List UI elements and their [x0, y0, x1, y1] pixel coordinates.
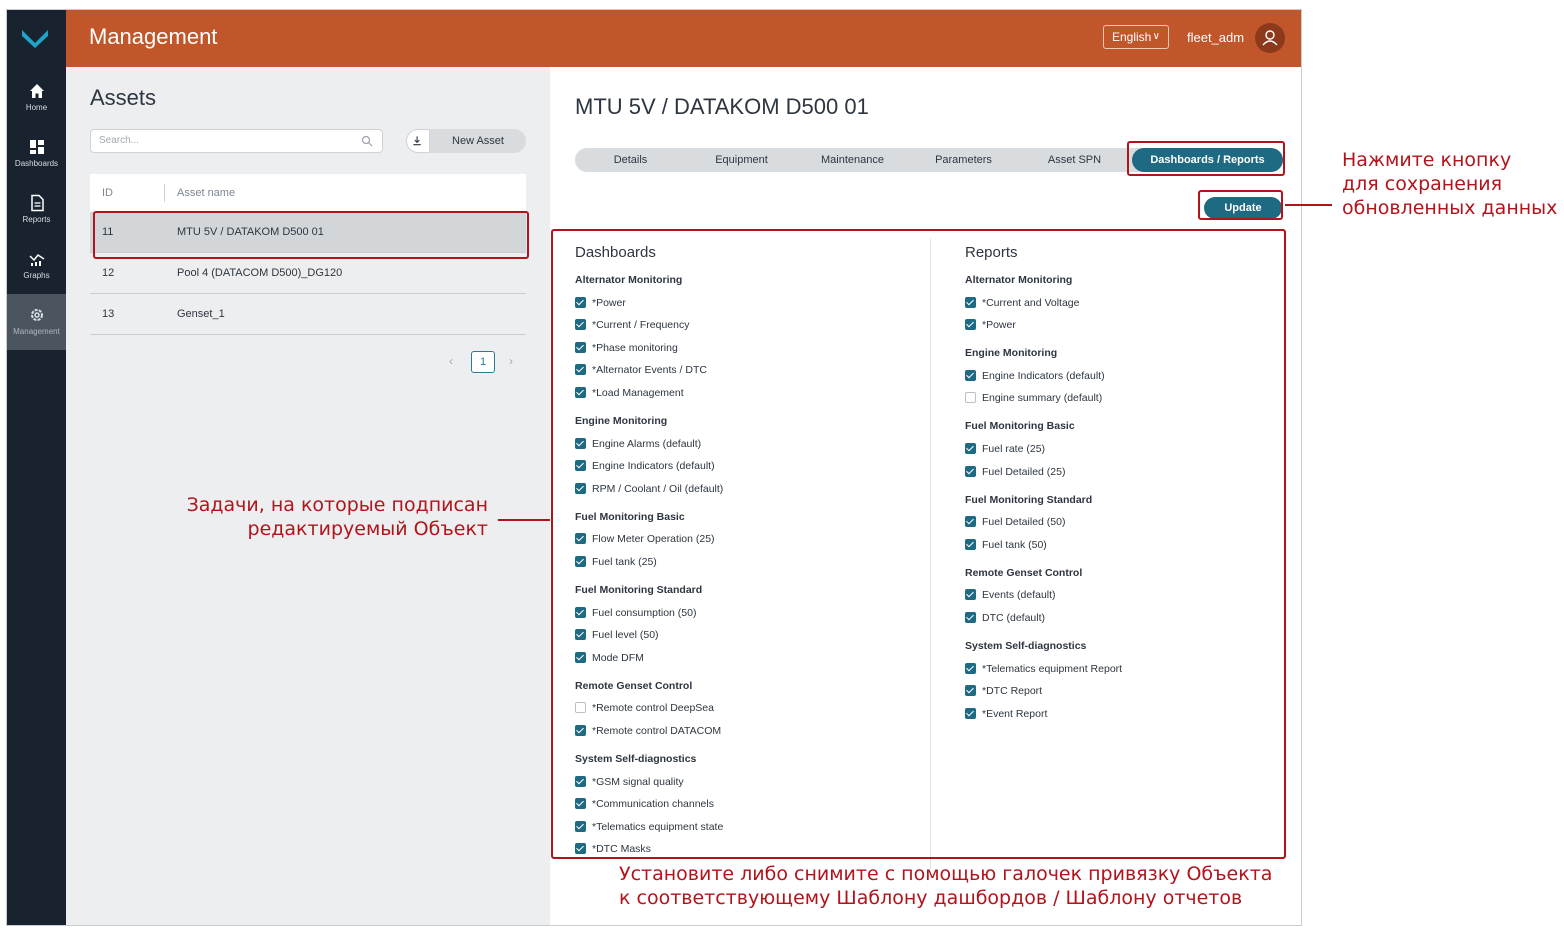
group-heading: Fuel Monitoring Basic	[575, 510, 685, 523]
group-heading: Fuel Monitoring Standard	[965, 493, 1093, 506]
dashboards-heading: Dashboards	[575, 244, 656, 261]
group-heading: System Self-diagnostics	[965, 640, 1087, 652]
checkbox-label: *Power	[592, 296, 626, 309]
checkbox-label: Fuel level (50)	[592, 629, 659, 642]
checkbox-label: Fuel tank (25)	[592, 555, 657, 568]
asset-id: 13	[102, 308, 115, 320]
language-value: English	[1112, 30, 1152, 44]
asset-name: MTU 5V / DATAKOM D500 01	[177, 226, 324, 238]
top-header	[66, 10, 1301, 67]
sidebar-item-label: Home	[25, 103, 48, 112]
user-icon	[1255, 23, 1285, 53]
checkbox-label: Events (default)	[982, 589, 1056, 602]
table-header	[90, 174, 526, 212]
checkbox-label: Fuel consumption (50)	[592, 606, 697, 619]
search-input[interactable]	[90, 129, 383, 153]
chevron-right-icon[interactable]: ›	[509, 354, 513, 368]
note-line: Нажмите кнопку	[1342, 149, 1512, 171]
table-row[interactable]	[90, 294, 526, 335]
note-line: к соответствующему Шаблону дашбордов / Шаблону отчетов	[619, 887, 1243, 909]
group-heading: Alternator Monitoring	[965, 274, 1073, 286]
checkbox-label: *Load Management	[592, 386, 684, 399]
group-heading: Remote Genset Control	[965, 566, 1083, 579]
sidebar-item-label: Graphs	[23, 271, 50, 280]
sidebar-item-home[interactable]	[7, 70, 66, 126]
sidebar	[7, 10, 66, 925]
note-line: обновленных данных	[1342, 197, 1558, 219]
checkbox-label: Engine Indicators (default)	[592, 460, 715, 473]
graphs-icon	[28, 250, 46, 268]
column-header-id: ID	[102, 187, 113, 199]
download-icon[interactable]	[406, 129, 430, 153]
update-note	[1342, 148, 1557, 220]
checkbox-label: *Event Report	[982, 707, 1048, 720]
dashboards-icon	[28, 138, 46, 156]
page-button[interactable]: 1	[471, 351, 495, 373]
chevron-left-icon[interactable]: ‹	[449, 354, 453, 368]
group-heading: System Self-diagnostics	[575, 753, 697, 765]
checkbox-label: Fuel Detailed (25)	[982, 465, 1066, 478]
checkbox-label: *DTC Report	[982, 685, 1043, 698]
checkbox-label: *Alternator Events / DTC	[592, 364, 707, 377]
note-line: для сохранения	[1342, 173, 1503, 195]
pagination	[446, 351, 526, 375]
checkbox-label: *Current and Voltage	[982, 296, 1080, 309]
checkbox-label: Mode DFM	[592, 651, 644, 664]
home-icon	[28, 82, 46, 100]
checkbox-label: Fuel tank (50)	[982, 538, 1047, 551]
checkbox-label: Flow Meter Operation (25)	[592, 533, 715, 546]
subscribed-note	[150, 493, 488, 541]
checkbox-label: *DTC Masks	[592, 843, 651, 856]
asset-id: 11	[102, 226, 114, 238]
username: fleet_adm	[1187, 30, 1245, 45]
search-placeholder: Search...	[99, 135, 140, 146]
tab-details[interactable]: Details	[613, 154, 648, 166]
sidebar-item-label: Reports	[22, 215, 51, 224]
tab-asset-spn[interactable]: Asset SPN	[1047, 154, 1102, 166]
checkbox-label: Fuel rate (25)	[982, 442, 1046, 455]
sidebar-item-reports[interactable]	[7, 182, 66, 238]
column-divider	[164, 184, 165, 202]
table-row[interactable]	[90, 253, 526, 294]
sidebar-item-label: Management	[13, 327, 60, 336]
asset-id: 12	[102, 267, 115, 279]
gear-icon	[28, 306, 46, 324]
checkbox-label: *Phase monitoring	[592, 341, 678, 354]
page-title: Management	[89, 24, 218, 49]
chevron-down-icon: ∨	[1152, 31, 1160, 42]
checkbox-label: *Communication channels	[592, 798, 714, 811]
asset-title: MTU 5V / DATAKOM D500 01	[575, 94, 869, 119]
tab-equipment[interactable]: Equipment	[715, 154, 768, 166]
checkbox-label: Fuel Detailed (50)	[982, 516, 1066, 529]
reports-icon	[28, 194, 46, 212]
checkbox-label: Engine Indicators (default)	[982, 369, 1105, 382]
logo-icon	[21, 28, 49, 48]
checkbox-label: *Power	[982, 319, 1016, 332]
column-header-name: Asset name	[177, 187, 236, 199]
highlight-update	[1198, 190, 1283, 220]
asset-name: Genset_1	[177, 308, 225, 320]
search-icon	[361, 135, 373, 147]
checkbox-label: Engine Alarms (default)	[592, 437, 702, 450]
group-heading: Alternator Monitoring	[575, 274, 683, 286]
annotation-line	[498, 519, 550, 521]
update-button[interactable]: Update	[1204, 197, 1282, 219]
checkbox-label: RPM / Coolant / Oil (default)	[592, 482, 724, 495]
new-asset-label: New Asset	[452, 135, 504, 147]
checkbox-label: *Telematics equipment Report	[982, 662, 1123, 675]
annotation-line	[1285, 204, 1332, 206]
sidebar-item-dashboards[interactable]	[7, 126, 66, 182]
checkbox-label: Engine summary (default)	[982, 392, 1103, 405]
language-select[interactable]	[1103, 25, 1169, 49]
new-asset-button[interactable]	[406, 129, 526, 153]
assets-title: Assets	[90, 85, 157, 110]
note-line: Задачи, на которые подписан	[186, 494, 488, 516]
group-heading: Remote Genset Control	[575, 679, 693, 692]
checkbox-note	[619, 862, 1272, 910]
checkbox-label: *Remote control DATACOM	[592, 724, 722, 737]
highlight-tab	[1127, 141, 1285, 176]
group-heading: Engine Monitoring	[965, 347, 1058, 360]
tab-maintenance[interactable]: Maintenance	[821, 154, 884, 166]
tab-parameters[interactable]: Parameters	[935, 154, 992, 166]
checkbox-label: *GSM signal quality	[592, 775, 684, 788]
group-heading: Fuel Monitoring Standard	[575, 584, 703, 596]
note-line: Установите либо снимите с помощью галочек привязку Объекта	[619, 863, 1273, 885]
reports-heading: Reports	[965, 244, 1018, 261]
highlight-selected-asset	[93, 211, 529, 259]
checkbox-label: *Telematics equipment state	[592, 820, 724, 833]
tab-dashboards-reports[interactable]: Dashboards / Reports	[1132, 148, 1283, 172]
avatar[interactable]	[1255, 23, 1285, 53]
asset-name: Pool 4 (DATACOM D500)_DG120	[177, 267, 343, 279]
sidebar-item-label: Dashboards	[14, 159, 59, 168]
sidebar-item-graphs[interactable]	[7, 238, 66, 294]
sidebar-item-management[interactable]	[7, 294, 66, 350]
note-line: редактируемый Объект	[247, 518, 488, 540]
checkbox-label: *Current / Frequency	[592, 319, 690, 332]
highlight-checklists	[551, 229, 1286, 859]
group-heading: Fuel Monitoring Basic	[965, 420, 1075, 433]
group-heading: Engine Monitoring	[575, 415, 668, 427]
checkbox-label: DTC (default)	[982, 611, 1046, 624]
checkbox-label: *Remote control DeepSea	[592, 702, 714, 715]
